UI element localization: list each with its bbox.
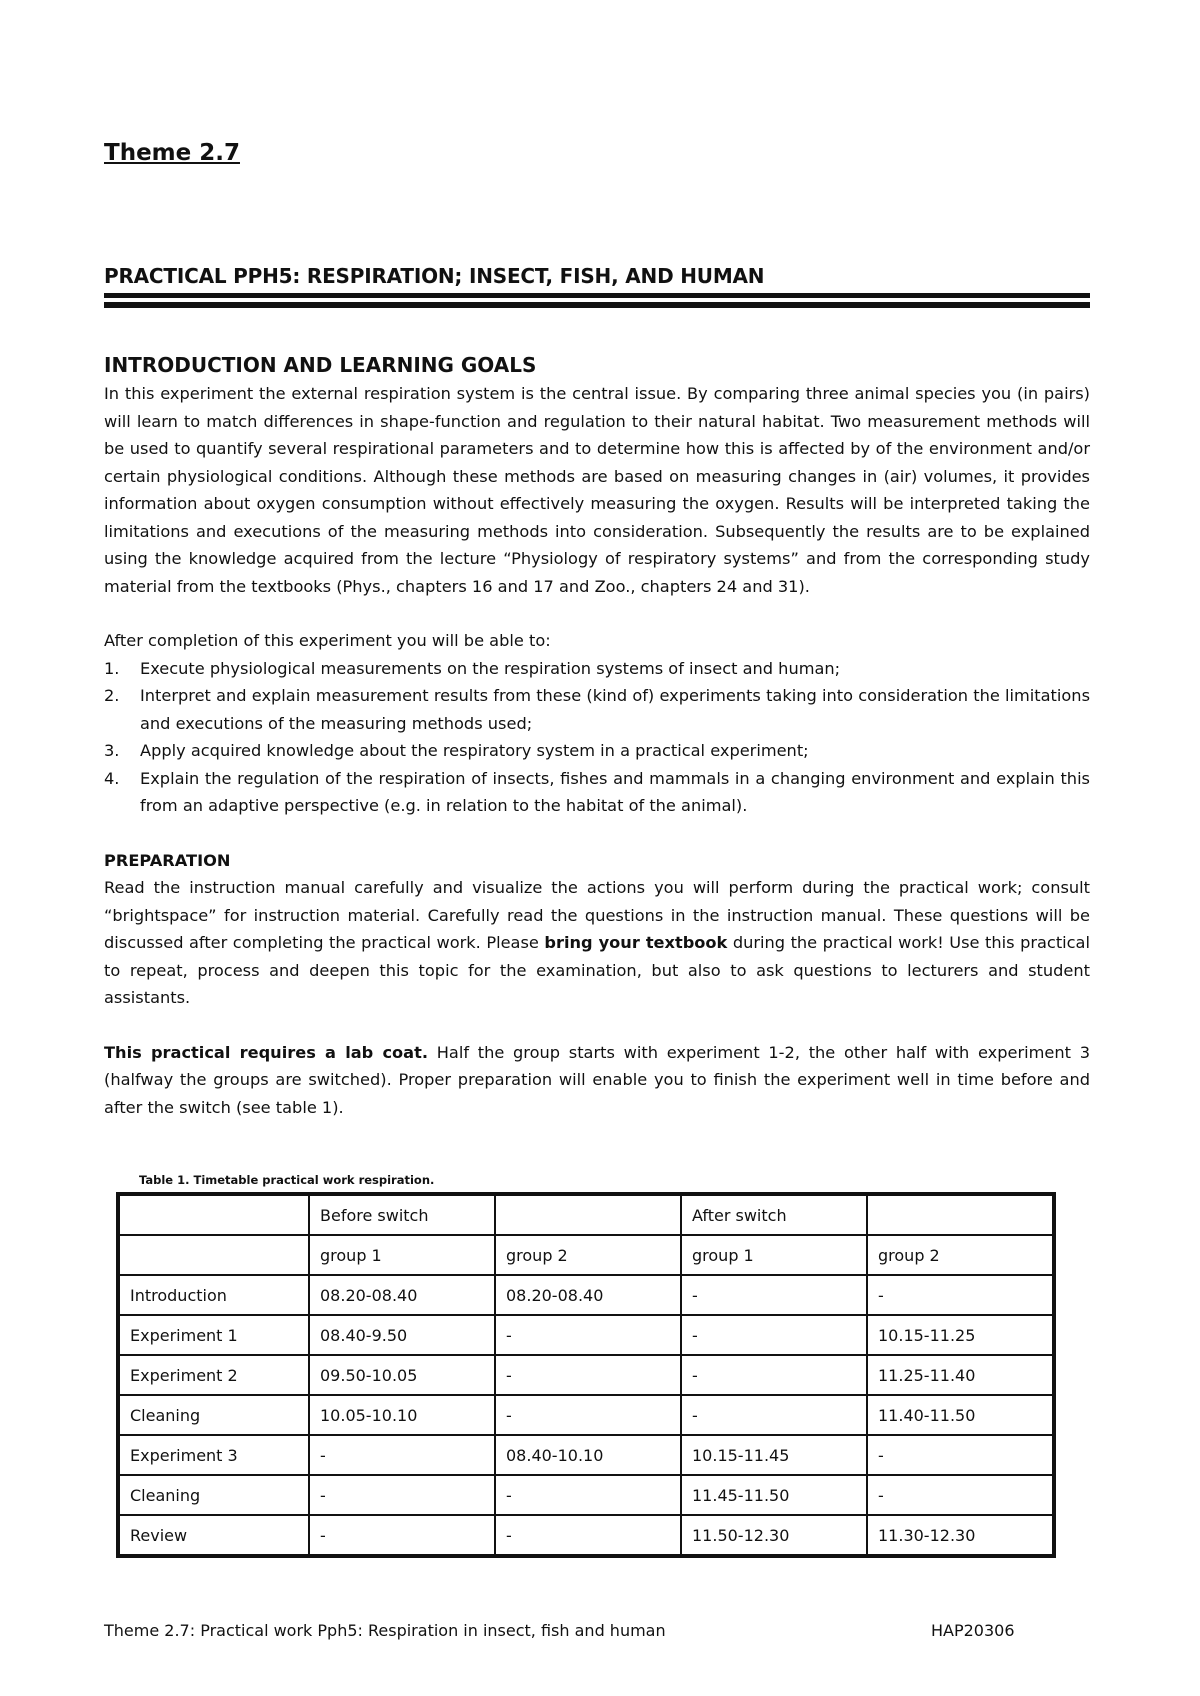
table-row: [118, 1355, 1054, 1395]
table-cell: [118, 1235, 309, 1275]
table-row: [118, 1395, 1054, 1435]
table-cell: Cleaning: [118, 1475, 309, 1515]
list-item: [104, 765, 1090, 820]
table-cell: 09.50-10.05: [309, 1355, 495, 1395]
table-cell: After switch: [681, 1194, 867, 1235]
table-cell: -: [681, 1395, 867, 1435]
table-cell: 10.05-10.10: [309, 1395, 495, 1435]
intro-heading: INTRODUCTION AND LEARNING GOALS: [104, 353, 537, 377]
spacer: [104, 1012, 1090, 1039]
table-cell: -: [867, 1275, 1054, 1315]
table-cell: -: [495, 1315, 681, 1355]
table-cell: [495, 1194, 681, 1235]
table-cell: Before switch: [309, 1194, 495, 1235]
labcoat-text: Half the group starts with experiment 1-2, the other half with experiment 3 (halfway the groups are switched). Proper preparation will enable you to finish the experiment well in time before and after the switch (see table 1).: [104, 1042, 1090, 1117]
table-cell: -: [495, 1475, 681, 1515]
table-cell: 11.40-11.50: [867, 1395, 1054, 1435]
list-number: 2.: [104, 686, 120, 705]
table-cell: 11.45-11.50: [681, 1475, 867, 1515]
table-cell: Experiment 1: [118, 1315, 309, 1355]
list-number: 4.: [104, 768, 120, 788]
goals-lead: After completion of this experiment you will be able to:: [104, 631, 551, 650]
table-cell: -: [681, 1355, 867, 1395]
table-row: [118, 1315, 1054, 1355]
title-rule-double: [104, 302, 1090, 308]
spacer: [104, 600, 1090, 627]
title-rule-thick: [104, 293, 1090, 298]
table-cell: 08.20-08.40: [495, 1275, 681, 1315]
table-cell: 11.30-12.30: [867, 1515, 1054, 1556]
table-cell: 10.15-11.25: [867, 1315, 1054, 1355]
table-row: [118, 1515, 1054, 1556]
table-row: [118, 1275, 1054, 1315]
table-row: [118, 1435, 1054, 1475]
list-item-text: Interpret and explain measurement results from these (kind of) experiments taking into consideration the limitations and executions of the measuring methods used;: [140, 686, 1090, 733]
table-cell: -: [309, 1515, 495, 1556]
table-cell: 11.50-12.30: [681, 1515, 867, 1556]
practical-title: PRACTICAL PPH5: RESPIRATION; INSECT, FISH, AND HUMAN: [104, 264, 765, 288]
table-cell: -: [867, 1435, 1054, 1475]
table-cell: -: [495, 1515, 681, 1556]
labcoat-bold: This practical requires a lab coat.: [104, 1042, 428, 1062]
table-cell: -: [681, 1315, 867, 1355]
table-row: [118, 1475, 1054, 1515]
table-group-row: [118, 1235, 1054, 1275]
list-item: [104, 682, 1090, 737]
table-cell: -: [495, 1395, 681, 1435]
table-cell: [118, 1194, 309, 1235]
table-cell: Experiment 2: [118, 1355, 309, 1395]
table-cell: -: [309, 1475, 495, 1515]
table-cell: 08.20-08.40: [309, 1275, 495, 1315]
main-content: [104, 350, 1090, 1121]
timetable-table: [116, 1192, 1056, 1558]
table-cell: group 2: [867, 1235, 1054, 1275]
table-cell: Review: [118, 1515, 309, 1556]
table-cell: group 1: [309, 1235, 495, 1275]
preparation-paragraph: [104, 874, 1090, 1012]
table-cell: Introduction: [118, 1275, 309, 1315]
preparation-text-1: Read the instruction manual carefully and visualize the actions you will perform during the practical work; consult “brightspace” for instruction material. Carefully read the questions in the instruction manual. These questions will be discussed after completing the practical work. Please: [104, 878, 1090, 952]
preparation-heading: PREPARATION: [104, 850, 231, 870]
table-cell: 11.25-11.40: [867, 1355, 1054, 1395]
table-cell: Cleaning: [118, 1395, 309, 1435]
intro-paragraph: In this experiment the external respiration system is the central issue. By comparing three animal species you (in pairs) will learn to match differences in shape-function and regulation to their natural habitat. Two measurement methods will be used to quantify several respirational parameters and to determine how this is affected by of the environment and/or certain physiological conditions. Although these methods are based on measuring changes in (air) volumes, it provides information about oxygen consumption without effectively measuring the oxygen. Results will be interpreted taking the limitations and executions of the measuring methods into consideration. Subsequently the results are to be explained using the knowledge acquired from the lecture “Physiology of respiratory systems” and from the corresponding study material from the textbooks (Phys., chapters 16 and 17 and Zoo., chapters 24 and 31).: [104, 384, 1090, 596]
table-cell: -: [495, 1355, 681, 1395]
footer-left: Theme 2.7: Practical work Pph5: Respiration in insect, fish and human: [104, 1621, 666, 1640]
list-item: [104, 655, 1090, 683]
table-cell: Experiment 3: [118, 1435, 309, 1475]
list-item: [104, 737, 1090, 765]
table-caption: Table 1. Timetable practical work respiration.: [139, 1173, 435, 1187]
table-cell: -: [309, 1435, 495, 1475]
table-cell: [867, 1194, 1054, 1235]
list-number: 1.: [104, 658, 120, 678]
preparation-text-2: during the practical work! Use this practical to repeat, process and deepen this topic for the examination, but also to ask questions to lecturers and student assistants.: [104, 933, 1090, 1007]
learning-goals-list: [104, 655, 1090, 820]
list-item-text: Execute physiological measurements on the respiration systems of insect and human;: [140, 658, 841, 678]
list-item-text: Explain the regulation of the respiration of insects, fishes and mammals in a changing environment and explain this from an adaptive perspective (e.g. in relation to the habitat of the animal).: [140, 768, 1090, 815]
table-header-row: [118, 1194, 1054, 1235]
list-item-text: Apply acquired knowledge about the respiratory system in a practical experiment;: [140, 741, 809, 760]
labcoat-paragraph: [104, 1039, 1090, 1122]
table-cell: group 2: [495, 1235, 681, 1275]
table-cell: 08.40-10.10: [495, 1435, 681, 1475]
table-cell: 10.15-11.45: [681, 1435, 867, 1475]
table-cell: -: [681, 1275, 867, 1315]
footer-right: HAP20306: [931, 1621, 1015, 1640]
spacer: [104, 820, 1090, 847]
preparation-bold: bring your textbook: [544, 933, 728, 952]
list-number: 3.: [104, 741, 120, 760]
theme-title: Theme 2.7: [104, 140, 240, 166]
table-cell: 08.40-9.50: [309, 1315, 495, 1355]
table-cell: group 1: [681, 1235, 867, 1275]
table-cell: -: [867, 1475, 1054, 1515]
